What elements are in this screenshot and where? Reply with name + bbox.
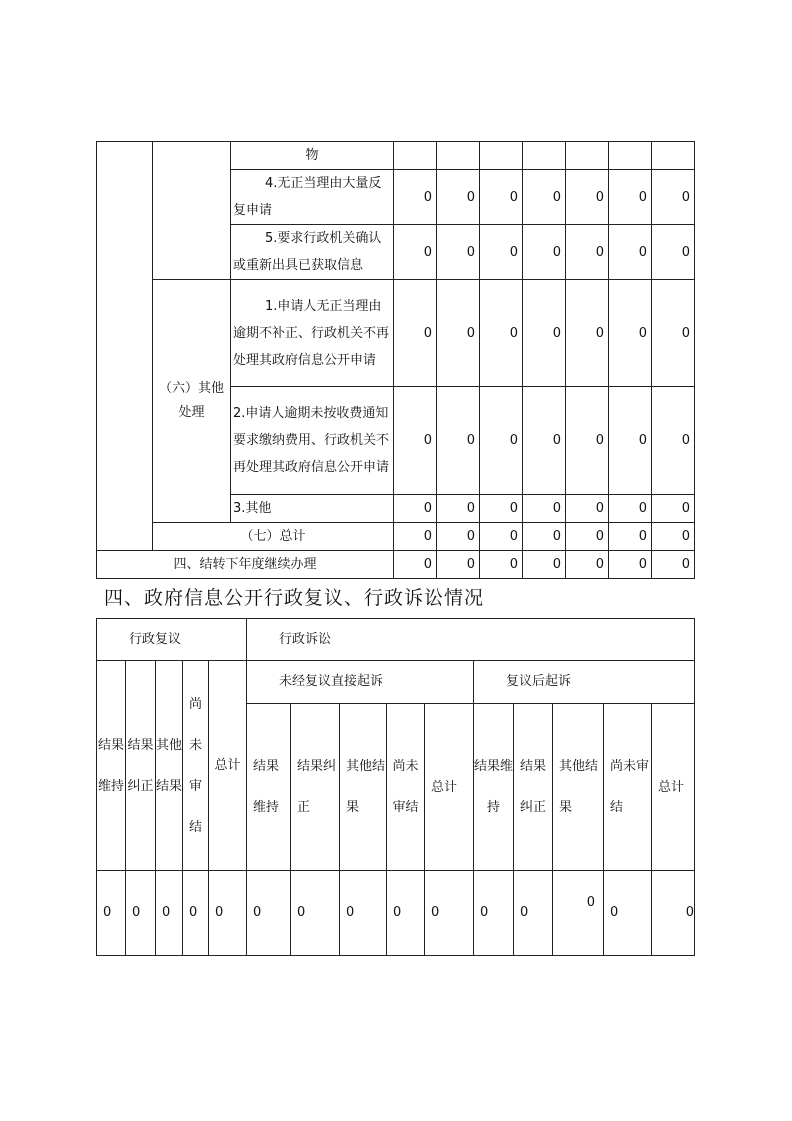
row-label-total: （七）总计: [153, 523, 394, 551]
cell-value: 0: [480, 225, 523, 280]
cell-value: 0: [437, 551, 480, 579]
application-handling-table: [96, 141, 695, 579]
cell-value: 0: [387, 871, 425, 956]
cell-value: 0: [566, 387, 609, 495]
cell-value: 0: [609, 387, 652, 495]
cell-value: 0: [425, 871, 474, 956]
col-header: 其他结果: [156, 661, 183, 871]
cell-value: 0: [480, 280, 523, 387]
cell-value: 0: [183, 871, 209, 956]
header-admin-litigation: 行政诉讼: [247, 619, 695, 661]
col-header: 尚未审结: [183, 661, 209, 871]
cell-value: 0: [209, 871, 247, 956]
cell-value: 0: [247, 871, 291, 956]
cell-value: 0: [609, 495, 652, 523]
cell-value: 0: [553, 871, 604, 956]
cell-value: 0: [652, 387, 695, 495]
cell-value: 0: [652, 280, 695, 387]
col-header: 结果维持: [474, 704, 514, 871]
cell-value: 0: [394, 387, 437, 495]
cell-value: 0: [609, 225, 652, 280]
cell-value: 0: [437, 170, 480, 225]
cell-value: 0: [609, 170, 652, 225]
cell-value: 0: [609, 551, 652, 579]
cell-value: 0: [566, 225, 609, 280]
cell-value: 0: [652, 523, 695, 551]
col-header: 结果维持: [247, 704, 291, 871]
cell-value: 0: [480, 387, 523, 495]
cell-value: 0: [394, 170, 437, 225]
col-header: 结果纠正: [514, 704, 553, 871]
cell-value: 0: [523, 225, 566, 280]
col-header: 结果纠正: [291, 704, 340, 871]
group-cell-blank: [153, 142, 231, 280]
cell-value: 0: [126, 871, 156, 956]
col-header: 其他结果: [553, 704, 604, 871]
table-row: [97, 661, 695, 704]
cell-value: 0: [609, 523, 652, 551]
row-label: 1.申请人无正当理由逾期不补正、行政机关不再处理其政府信息公开申请: [231, 280, 394, 387]
cell-value: 0: [480, 170, 523, 225]
table-row: [97, 871, 695, 956]
cell-value: 0: [480, 523, 523, 551]
cell-value: 0: [437, 523, 480, 551]
cell-value: 0: [609, 280, 652, 387]
table-row: [97, 551, 695, 579]
cell-value: 0: [566, 523, 609, 551]
cell-value: 0: [394, 495, 437, 523]
cell-value: 0: [156, 871, 183, 956]
cell-value: 0: [652, 170, 695, 225]
review-litigation-table: [96, 618, 695, 956]
cell-value: 0: [394, 225, 437, 280]
row-label: 2.申请人逾期未按收费通知要求缴纳费用、行政机关不再处理其政府信息公开申请: [231, 387, 394, 495]
cell-value: 0: [566, 495, 609, 523]
table-row: [97, 280, 695, 387]
cell-value: 0: [652, 871, 695, 956]
cell-value: 0: [394, 523, 437, 551]
cell-value: 0: [566, 280, 609, 387]
cell-value: 0: [340, 871, 387, 956]
cell-value: 0: [604, 871, 652, 956]
col-header: 总计: [209, 661, 247, 871]
cell-value: 0: [523, 280, 566, 387]
cell-value: 0: [437, 387, 480, 495]
row-label-carry-over: 四、结转下年度继续办理: [97, 551, 394, 579]
cell-value: 0: [523, 551, 566, 579]
cell-value: 0: [652, 225, 695, 280]
cell-value: 0: [291, 871, 340, 956]
col-header: 结果纠正: [126, 661, 156, 871]
section-heading: 四、政府信息公开行政复议、行政诉讼情况: [104, 587, 485, 609]
cell-value: 0: [523, 387, 566, 495]
table-row: [97, 142, 695, 170]
col-header: 总计: [652, 704, 695, 871]
header-direct-suit: 未经复议直接起诉: [247, 661, 474, 704]
cell-value: 0: [566, 551, 609, 579]
cell-value: 0: [437, 225, 480, 280]
cell-value: 0: [437, 495, 480, 523]
cell-value: 0: [514, 871, 553, 956]
cell-value: 0: [437, 280, 480, 387]
group-label-other-handling: （六）其他处理: [153, 280, 231, 523]
cell-value: 0: [480, 495, 523, 523]
row-label: 物: [231, 142, 394, 170]
row-label: 5.要求行政机关确认或重新出具已获取信息: [231, 225, 394, 280]
cell-value: 0: [97, 871, 126, 956]
cell-value: 0: [652, 495, 695, 523]
row-label: 4.无正当理由大量反复申请: [231, 170, 394, 225]
col-header: 其他结果: [340, 704, 387, 871]
table-row: [97, 523, 695, 551]
cell-value: 0: [480, 551, 523, 579]
cell-value: 0: [523, 495, 566, 523]
section-cell-blank: [97, 142, 153, 551]
cell-value: 0: [523, 523, 566, 551]
cell-value: 0: [652, 551, 695, 579]
col-header: 尚未审结: [604, 704, 652, 871]
col-header: 结果维持: [97, 661, 126, 871]
header-suit-after-review: 复议后起诉: [474, 661, 695, 704]
cell-value: 0: [474, 871, 514, 956]
table-row: [97, 619, 695, 661]
col-header: 尚未审结: [387, 704, 425, 871]
cell-value: 0: [566, 170, 609, 225]
cell-value: 0: [394, 551, 437, 579]
cell-value: 0: [523, 170, 566, 225]
row-label: 3.其他: [231, 495, 394, 523]
cell-value: 0: [394, 280, 437, 387]
header-admin-review: 行政复议: [97, 619, 247, 661]
col-header: 总计: [425, 704, 474, 871]
